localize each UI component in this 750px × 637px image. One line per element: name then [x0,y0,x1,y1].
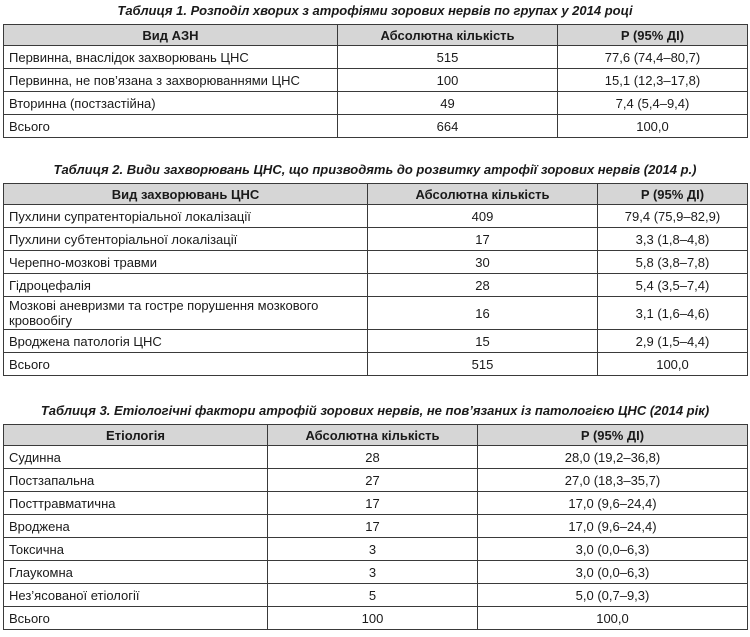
table2-row-p: 100,0 [598,353,748,376]
table2-row-count: 409 [368,205,598,228]
table3-header-type: Етіологія [4,425,268,446]
table-row [4,92,748,115]
table-row [4,251,748,274]
table2-row-count: 30 [368,251,598,274]
table3-row-p: 17,0 (9,6–24,4) [478,515,748,538]
table2-row-name: Всього [4,353,368,376]
table2-row-p: 2,9 (1,5–4,4) [598,330,748,353]
table-row [4,228,748,251]
table2-row-count: 17 [368,228,598,251]
table-row [4,446,748,469]
table-row [4,46,748,69]
table3-row-count: 3 [268,561,478,584]
table3-row-count: 3 [268,538,478,561]
table2-row-name: Пухлини субтенторіальної локалізації [4,228,368,251]
table3-caption: Таблиця 3. Етіологічні фактори атрофій зорових нервів, не пов’язаних із патологією ЦНС (2014 рік) [40,403,710,418]
table1-header-p: P (95% ДІ) [558,25,748,46]
table1-header-type: Вид АЗН [4,25,338,46]
table3-row-count: 28 [268,446,478,469]
table-row [4,561,748,584]
table2 [3,183,748,376]
table-row-total [4,353,748,376]
table1-header-row [4,25,748,46]
table3-row-p: 28,0 (19,2–36,8) [478,446,748,469]
table1-row-p: 7,4 (5,4–9,4) [558,92,748,115]
table3-row-name: Всього [4,607,268,630]
table3-row-count: 100 [268,607,478,630]
table2-row-name: Пухлини супратенторіальної локалізації [4,205,368,228]
table3-row-count: 5 [268,584,478,607]
table1-row-p: 77,6 (74,4–80,7) [558,46,748,69]
table2-header-count: Абсолютна кількість [368,184,598,205]
table3-row-p: 27,0 (18,3–35,7) [478,469,748,492]
table3-row-name: Вроджена [4,515,268,538]
table2-row-name: Гідроцефалія [4,274,368,297]
table-row [4,515,748,538]
table3-row-name: Посттравматична [4,492,268,515]
table3-row-name: Постзапальна [4,469,268,492]
table1-row-name: Всього [4,115,338,138]
table1-row-name: Вторинна (постзастійна) [4,92,338,115]
table3-row-p: 3,0 (0,0–6,3) [478,561,748,584]
table2-row-name: Черепно-мозкові травми [4,251,368,274]
table2-caption: Таблиця 2. Види захворювань ЦНС, що призводять до розвитку атрофії зорових нервів (2014 р.) [53,162,697,177]
table-row [4,492,748,515]
table-row [4,538,748,561]
table3-row-name: Нез’ясованої етіології [4,584,268,607]
table-row [4,69,748,92]
table3-row-count: 17 [268,515,478,538]
table3-row-p: 3,0 (0,0–6,3) [478,538,748,561]
table2-row-p: 3,1 (1,6–4,6) [598,297,748,330]
table2-header-p: P (95% ДІ) [598,184,748,205]
table1-row-count: 100 [338,69,558,92]
table1-row-p: 100,0 [558,115,748,138]
table-row-total [4,115,748,138]
table-row-total [4,607,748,630]
table2-row-name: Мозкові аневризми та гостре порушення мозкового кровообігу [4,297,368,330]
table2-row-p: 5,4 (3,5–7,4) [598,274,748,297]
table3 [3,424,748,630]
table3-row-p: 5,0 (0,7–9,3) [478,584,748,607]
table1-row-p: 15,1 (12,3–17,8) [558,69,748,92]
table3-row-name: Токсична [4,538,268,561]
table3-header-row [4,425,748,446]
table-row [4,469,748,492]
table3-header-p: P (95% ДІ) [478,425,748,446]
table-row [4,330,748,353]
table1-row-count: 664 [338,115,558,138]
table3-row-p: 100,0 [478,607,748,630]
table1-row-name: Первинна, внаслідок захворювань ЦНС [4,46,338,69]
table3-header-count: Абсолютна кількість [268,425,478,446]
table2-row-p: 3,3 (1,8–4,8) [598,228,748,251]
table2-row-p: 79,4 (75,9–82,9) [598,205,748,228]
table2-row-count: 28 [368,274,598,297]
table2-row-count: 16 [368,297,598,330]
table1 [3,24,748,138]
table2-row-p: 5,8 (3,8–7,8) [598,251,748,274]
table1-row-count: 49 [338,92,558,115]
table-row [4,205,748,228]
table2-row-name: Вроджена патологія ЦНС [4,330,368,353]
table3-row-count: 27 [268,469,478,492]
table1-row-name: Первинна, не пов’язана з захворюваннями ЦНС [4,69,338,92]
table3-row-name: Глаукомна [4,561,268,584]
table1-row-count: 515 [338,46,558,69]
table-row [4,297,748,330]
table3-row-count: 17 [268,492,478,515]
table1-caption: Таблиця 1. Розподіл хворих з атрофіями зорових нервів по групах у 2014 році [117,3,633,18]
table2-header-type: Вид захворювань ЦНС [4,184,368,205]
table-row [4,584,748,607]
table2-row-count: 15 [368,330,598,353]
table3-row-name: Судинна [4,446,268,469]
table3-row-p: 17,0 (9,6–24,4) [478,492,748,515]
table1-header-count: Абсолютна кількість [338,25,558,46]
table2-row-count: 515 [368,353,598,376]
table-row [4,274,748,297]
table2-header-row [4,184,748,205]
